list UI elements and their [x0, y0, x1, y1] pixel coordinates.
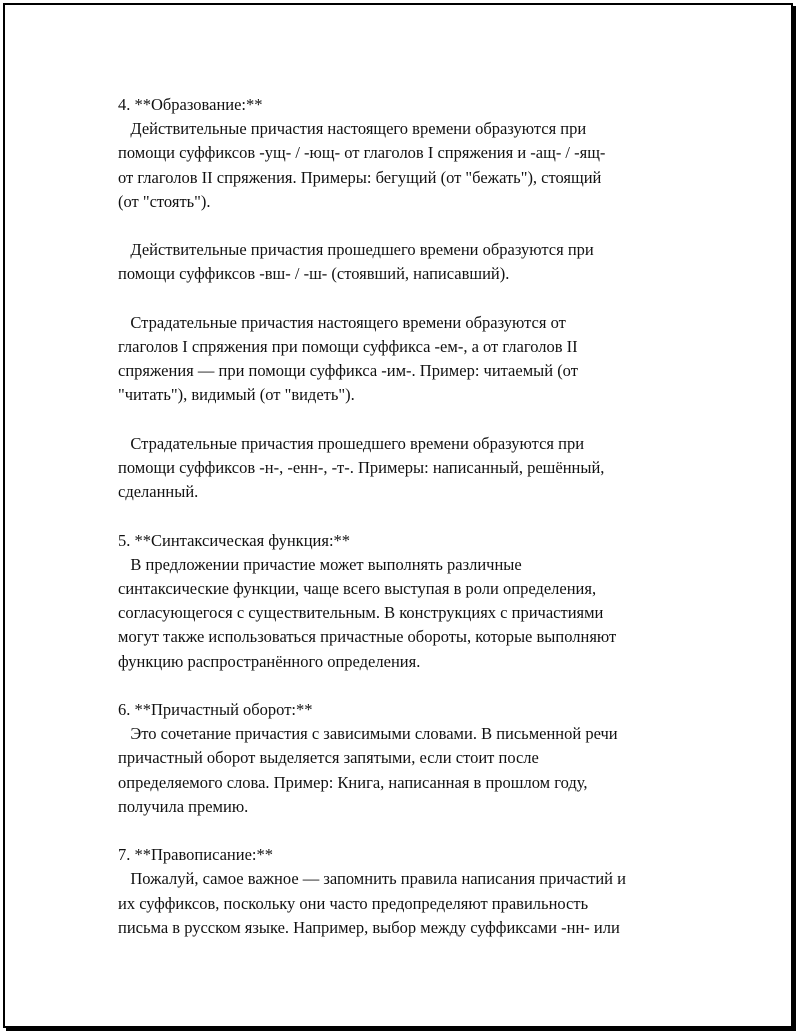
section-heading: 6. **Причастный оборот:** — [118, 700, 313, 719]
text-line: В предложении причастие может выполнять различные — [118, 554, 522, 574]
text-line: Страдательные причастия прошедшего времени образуются при — [118, 433, 585, 453]
section-heading: 7. **Правописание:** — [118, 845, 273, 865]
section-syntax-function — [118, 529, 698, 674]
text-line: синтаксические функции, чаще всего выступая в роли определения, — [118, 579, 597, 598]
text-line: от глаголов II спряжения. Примеры: бегущий (от "бежать"), стоящий — [118, 167, 602, 187]
text-line: Действительные причастия прошедшего времени образуются при — [118, 240, 594, 260]
text-line: получила премию. — [118, 796, 249, 816]
text-line: определяемого слова. Пример: Книга, написанная в прошлом году, — [118, 772, 588, 792]
text-line: Действительные причастия настоящего времени образуются при — [118, 119, 587, 139]
section-heading: 5. **Синтаксическая функция:** — [118, 530, 351, 550]
text-line: функцию распространённого определения. — [118, 651, 421, 671]
section-formation — [118, 93, 698, 504]
text-line: причастный оборот выделяется запятыми, если стоит после — [118, 748, 539, 768]
paragraph — [118, 238, 698, 286]
paragraph — [118, 311, 698, 408]
section-heading: 4. **Образование:** — [118, 95, 263, 114]
text-line: помощи суффиксов -вш- / -ш- (стоявший, написавший). — [118, 264, 510, 284]
text-line: Пожалуй, самое важное — запомнить правила написания причастий и — [118, 869, 626, 889]
text-line: письма в русском языке. Например, выбор между суффиксами -нн- или — [118, 917, 620, 937]
paragraph — [118, 867, 698, 940]
text-line: могут также использоваться причастные обороты, которые выполняют — [118, 627, 617, 647]
text-line: (от "стоять"). — [118, 191, 211, 211]
text-line: спряжения — при помощи суффикса -им-. Пример: читаемый (от — [118, 361, 578, 381]
section-spelling — [118, 843, 698, 940]
text-line: Это сочетание причастия с зависимыми словами. В письменной речи — [118, 724, 618, 744]
paragraph — [118, 722, 698, 819]
text-line: Страдательные причастия настоящего времени образуются от — [118, 312, 566, 332]
text-line: глаголов I спряжения при помощи суффикса -ем-, а от глаголов II — [118, 337, 578, 356]
paragraph — [118, 553, 698, 674]
text-line: помощи суффиксов -ущ- / -ющ- от глаголов I спряжения и -ащ- / -ящ- — [118, 143, 606, 163]
text-line: помощи суффиксов -н-, -енн-, -т-. Примеры: написанный, решённый, — [118, 458, 605, 477]
text-line: их суффиксов, поскольку они часто предопределяют правильность — [118, 893, 589, 913]
paragraph — [118, 117, 698, 214]
text-line: согласующегося с существительным. В конструкциях с причастиями — [118, 603, 604, 623]
text-line: сделанный. — [118, 482, 199, 502]
document-body — [118, 93, 698, 964]
paragraph — [118, 432, 698, 505]
text-line: "читать"), видимый (от "видеть"). — [118, 385, 355, 405]
section-participial-phrase — [118, 698, 698, 819]
